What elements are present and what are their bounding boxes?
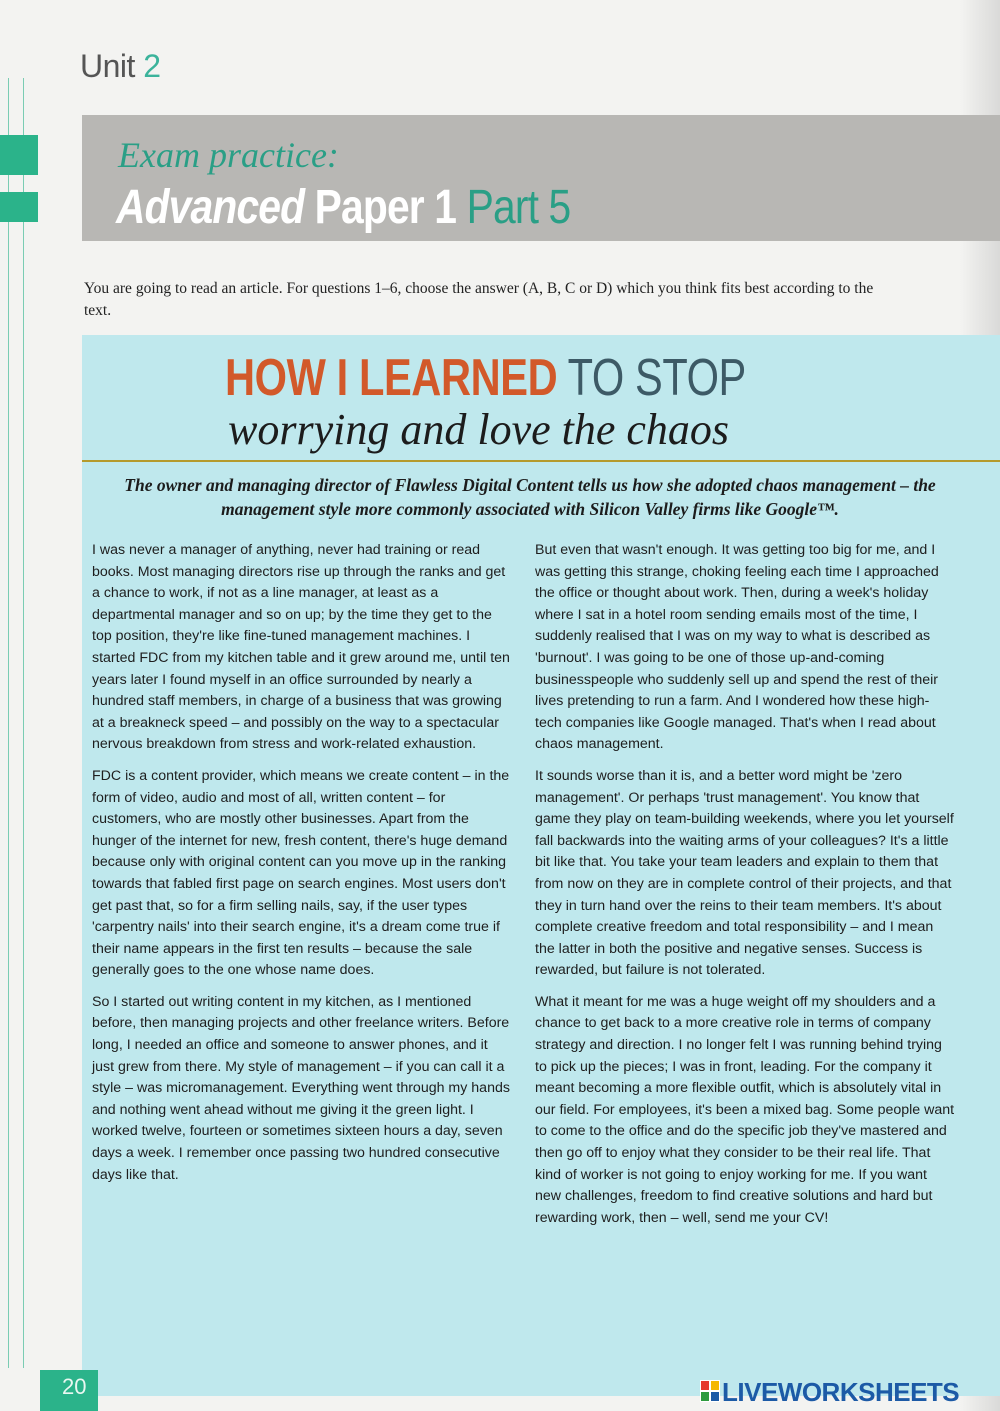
liveworksheets-logo-icon <box>700 1380 720 1402</box>
paper-part-title <box>116 180 570 235</box>
article-title <box>225 348 746 408</box>
tab-marker-bottom <box>0 192 38 222</box>
unit-heading <box>80 48 161 85</box>
article-paragraph: FDC is a content provider, which means we create content – in the form of video, audio and most of all, written content – for customers, who are mostly other businesses. Apart from the hunger of the internet for new, fresh content, there's huge demand because only with original content can you move up in the ranking towards that fabled first page on search engines. Most users don't get past that, so for a firm selling nails, say, if the user types 'carpentry nails' into their search engine, it's a dream come true if their name appears in the first ten results – because the sale generally goes to the one whose name does. <box>92 767 510 979</box>
title-bold: HOW I LEARNED <box>225 349 558 407</box>
article-paragraph: I was never a manager of anything, never had training or read books. Most managing directors rise up through the ranks and get a chance to work, if not as a line manager, at least as a departmental manager and so on up; by the time they get to the top position, they're like fine-tuned management machines. I started FDC from my kitchen table and it grew around me, until ten years later I found myself in an office surrounded by nearly a hundred staff members, in charge of a business that was growing at a breakneck speed – and possibly on the way to a spectacular nervous breakdown from stress and work-related exhaustion. <box>92 542 510 753</box>
article-standfirst: The owner and managing director of Flawless Digital Content tells us how she adopted chaos management – the management style more commonly associated with Silicon Valley firms like Google™. <box>124 475 936 519</box>
paper-level: Advanced <box>116 181 305 234</box>
article-paragraph: So I started out writing content in my kitchen, as I mentioned before, then managing projects and other freelance writers. Before long, I needed an office and someone to answer phones, and it just grew from there. My style of management – if you can call it a style – was micromanagement. Everything went through my hands and nothing went ahead without me giving it the green light. I worked twelve, fourteen or sometimes sixteen hours a day, seven days a week. I remember once passing two hundred consecutive days like that. <box>92 993 510 1183</box>
tab-marker-top <box>0 135 38 175</box>
liveworksheets-wordmark: LIVEWORKSHEETS <box>722 1377 960 1407</box>
title-light: TO STOP <box>557 349 746 407</box>
page-number: 20 <box>62 1374 87 1399</box>
article-column-left <box>92 540 512 1196</box>
exam-practice-title: Exam practice: <box>118 135 339 175</box>
margin-ruler <box>8 78 24 1368</box>
instructions-text: You are going to read an article. For questions 1–6, choose the answer (A, B, C or D) which you think fits best according to the text. <box>84 280 874 319</box>
article-column-right <box>535 540 955 1239</box>
title-divider <box>82 460 1000 462</box>
article-paragraph: It sounds worse than it is, and a better word might be 'zero management'. Or perhaps 'trust management'. You know that game they play on team-building weekends, where you let yourself fall backwards into the waiting arms of your colleagues? It's a little bit like that. You take your team leaders and explain to them that from now on they are in complete control of their projects, and that they in turn hand over the reins to their team members. It's about complete creative freedom and total responsibility – and I mean the latter in both the positive and negative senses. Success is rewarded, but failure is not tolerated. <box>535 767 954 979</box>
paper-number: Paper 1 <box>304 181 457 234</box>
article-paragraph: What it meant for me was a huge weight off my shoulders and a chance to get back to a more creative role in terms of company strategy and direction. I no longer felt I was running behind trying to pick up the pieces; I was in front, leading. For the company it meant becoming a more flexible outfit, which is absolutely vital in our field. For employees, it's been a mixed bag. Some people want to come to the office and do the specific job they've mastered and then go off to enjoy what they consider to be their real life. That kind of worker is not going to enjoy working for me. If you want new challenges, freedom to find creative solutions and hard but rewarding work, then – well, send me your CV! <box>535 993 955 1226</box>
liveworksheets-logo[interactable] <box>700 1378 1000 1408</box>
article-paragraph: But even that wasn't enough. It was getting too big for me, and I was getting this strange, choking feeling each time I approached the office or thought about work. Then, during a week's holiday where I sat in a hotel room sending emails most of the time, I suddenly realised that I was on my way to what is described as 'burnout'. I was going to be one of those up-and-coming businesspeople who suddenly sell up and spend the rest of their lives pretending to run a farm. And I wondered how these high-tech companies like Google managed. That's when I read about chaos management. <box>535 542 939 753</box>
part-number: Part 5 <box>456 181 571 234</box>
article-title-line2: worrying and love the chaos <box>228 405 730 454</box>
unit-label: Unit <box>80 48 135 84</box>
unit-number: 2 <box>143 48 161 84</box>
